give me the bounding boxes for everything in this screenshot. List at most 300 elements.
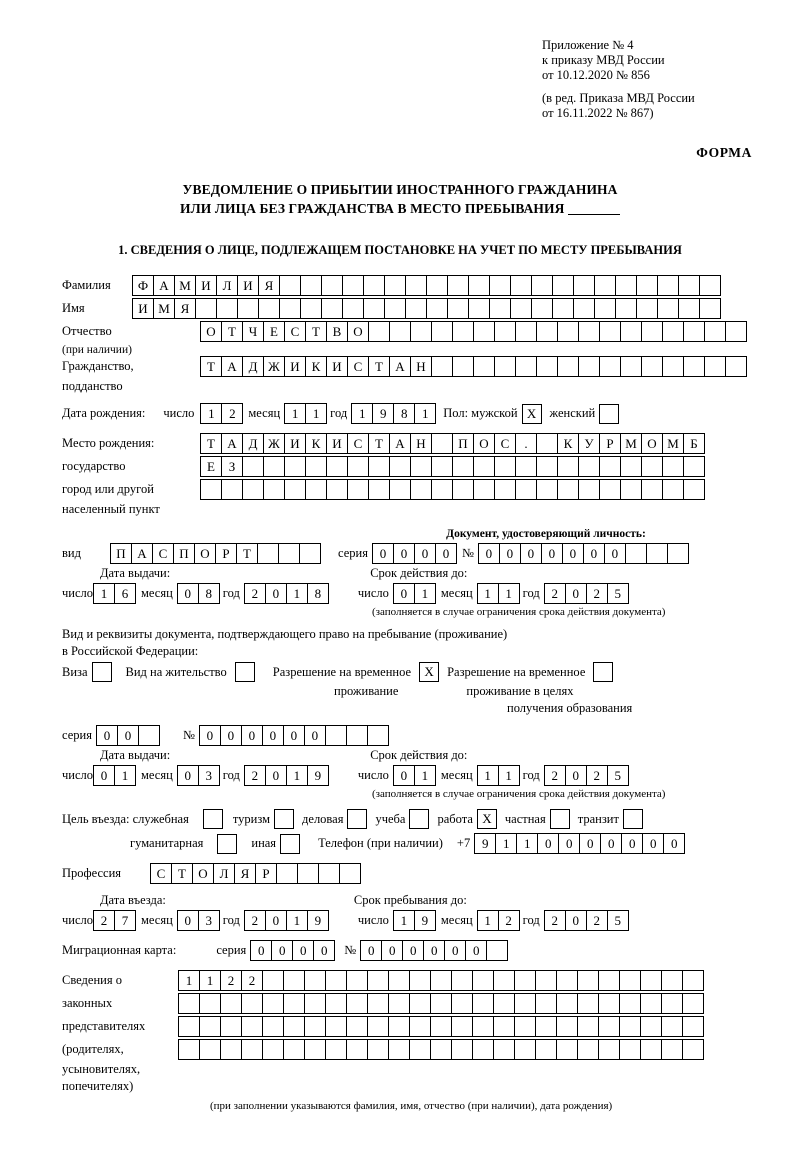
char-box[interactable]	[598, 970, 620, 991]
char-box[interactable]	[451, 970, 473, 991]
char-box[interactable]	[641, 456, 663, 477]
char-box[interactable]: 0	[271, 940, 293, 961]
char-box[interactable]: И	[284, 433, 306, 454]
char-box[interactable]	[489, 298, 511, 319]
char-box[interactable]	[486, 940, 508, 961]
char-box[interactable]: С	[284, 321, 306, 342]
purpose-tourism-checkbox[interactable]	[274, 809, 294, 829]
char-box[interactable]	[641, 356, 663, 377]
purpose-work-checkbox[interactable]: Х	[477, 809, 497, 829]
char-box[interactable]: А	[153, 275, 175, 296]
char-box[interactable]	[683, 321, 705, 342]
char-box[interactable]	[447, 275, 469, 296]
char-box[interactable]	[363, 298, 385, 319]
legal-rep-row-3[interactable]	[178, 1016, 703, 1037]
char-box[interactable]: Е	[263, 321, 285, 342]
char-box[interactable]	[531, 298, 553, 319]
char-box[interactable]	[514, 1039, 536, 1060]
char-box[interactable]	[242, 479, 264, 500]
char-box[interactable]: 9	[307, 765, 329, 786]
char-box[interactable]	[556, 993, 578, 1014]
char-box[interactable]	[678, 298, 700, 319]
char-box[interactable]	[578, 356, 600, 377]
char-box[interactable]: 0	[360, 940, 382, 961]
char-box[interactable]: О	[641, 433, 663, 454]
char-box[interactable]	[220, 993, 242, 1014]
purpose-other-checkbox[interactable]	[280, 834, 300, 854]
char-box[interactable]	[625, 543, 647, 564]
char-box[interactable]: 2	[244, 910, 266, 931]
char-box[interactable]: 2	[220, 970, 242, 991]
char-box[interactable]	[426, 298, 448, 319]
char-box[interactable]: Т	[305, 321, 327, 342]
char-box[interactable]: 0	[177, 910, 199, 931]
char-box[interactable]	[300, 275, 322, 296]
char-box[interactable]: А	[389, 433, 411, 454]
char-box[interactable]	[299, 543, 321, 564]
char-box[interactable]	[472, 1016, 494, 1037]
birth-year-input[interactable]	[351, 403, 435, 424]
char-box[interactable]: А	[221, 356, 243, 377]
char-box[interactable]	[619, 993, 641, 1014]
char-box[interactable]: Е	[200, 456, 222, 477]
char-box[interactable]	[535, 1039, 557, 1060]
char-box[interactable]: 6	[114, 583, 136, 604]
char-box[interactable]	[472, 1039, 494, 1060]
char-box[interactable]: 0	[583, 543, 605, 564]
char-box[interactable]: Т	[200, 433, 222, 454]
char-box[interactable]: 0	[499, 543, 521, 564]
char-box[interactable]	[384, 275, 406, 296]
char-box[interactable]: Д	[242, 433, 264, 454]
char-box[interactable]: П	[110, 543, 132, 564]
char-box[interactable]: 2	[221, 403, 243, 424]
char-box[interactable]	[577, 970, 599, 991]
char-box[interactable]	[704, 356, 726, 377]
char-box[interactable]: 1	[178, 970, 200, 991]
birth-place-row-1[interactable]	[200, 433, 704, 454]
doc-issue-month-input[interactable]	[177, 583, 219, 604]
char-box[interactable]: А	[221, 433, 243, 454]
char-box[interactable]: 1	[477, 583, 499, 604]
char-box[interactable]	[514, 993, 536, 1014]
migration-number-input[interactable]	[360, 940, 507, 961]
char-box[interactable]	[283, 993, 305, 1014]
legal-rep-row-2[interactable]	[178, 993, 703, 1014]
char-box[interactable]	[389, 479, 411, 500]
char-box[interactable]: Р	[215, 543, 237, 564]
char-box[interactable]: К	[305, 433, 327, 454]
char-box[interactable]: 2	[244, 765, 266, 786]
char-box[interactable]	[577, 993, 599, 1014]
char-box[interactable]	[594, 275, 616, 296]
char-box[interactable]	[305, 479, 327, 500]
char-box[interactable]: 2	[586, 583, 608, 604]
char-box[interactable]	[556, 1039, 578, 1060]
char-box[interactable]	[409, 970, 431, 991]
migration-series-input[interactable]	[250, 940, 334, 961]
char-box[interactable]: 9	[372, 403, 394, 424]
char-box[interactable]	[636, 275, 658, 296]
char-box[interactable]	[305, 456, 327, 477]
char-box[interactable]	[430, 970, 452, 991]
residence-checkbox[interactable]	[235, 662, 255, 682]
char-box[interactable]: 0	[241, 725, 263, 746]
char-box[interactable]: Т	[368, 356, 390, 377]
char-box[interactable]	[620, 479, 642, 500]
char-box[interactable]: 1	[498, 583, 520, 604]
char-box[interactable]: 0	[262, 725, 284, 746]
birth-place-row-3[interactable]	[200, 479, 704, 500]
char-box[interactable]	[657, 275, 679, 296]
char-box[interactable]: 1	[414, 403, 436, 424]
char-box[interactable]	[452, 356, 474, 377]
purpose-business-checkbox[interactable]	[347, 809, 367, 829]
char-box[interactable]	[636, 298, 658, 319]
char-box[interactable]	[683, 479, 705, 500]
char-box[interactable]	[514, 970, 536, 991]
char-box[interactable]: 1	[495, 833, 517, 854]
char-box[interactable]	[367, 1016, 389, 1037]
char-box[interactable]	[410, 479, 432, 500]
char-box[interactable]	[557, 456, 579, 477]
char-box[interactable]	[346, 970, 368, 991]
char-box[interactable]	[577, 1039, 599, 1060]
char-box[interactable]	[577, 1016, 599, 1037]
char-box[interactable]: М	[174, 275, 196, 296]
char-box[interactable]	[452, 456, 474, 477]
char-box[interactable]	[619, 970, 641, 991]
char-box[interactable]	[472, 970, 494, 991]
char-box[interactable]: К	[305, 356, 327, 377]
char-box[interactable]: 2	[498, 910, 520, 931]
char-box[interactable]: 0	[265, 583, 287, 604]
char-box[interactable]: 5	[607, 910, 629, 931]
char-box[interactable]	[493, 1039, 515, 1060]
char-box[interactable]	[452, 321, 474, 342]
char-box[interactable]	[667, 543, 689, 564]
char-box[interactable]: И	[237, 275, 259, 296]
char-box[interactable]	[451, 1039, 473, 1060]
char-box[interactable]	[662, 356, 684, 377]
char-box[interactable]: 0	[663, 833, 685, 854]
char-box[interactable]	[304, 993, 326, 1014]
char-box[interactable]: С	[347, 433, 369, 454]
char-box[interactable]: З	[221, 456, 243, 477]
char-box[interactable]: М	[620, 433, 642, 454]
permit-series-input[interactable]	[96, 725, 159, 746]
char-box[interactable]: 9	[414, 910, 436, 931]
purpose-service-checkbox[interactable]	[203, 809, 223, 829]
char-box[interactable]	[489, 275, 511, 296]
char-box[interactable]: 1	[498, 765, 520, 786]
permit-valid-day-input[interactable]	[393, 765, 435, 786]
char-box[interactable]	[531, 275, 553, 296]
char-box[interactable]	[297, 863, 319, 884]
char-box[interactable]: 0	[537, 833, 559, 854]
char-box[interactable]: 0	[117, 725, 139, 746]
char-box[interactable]	[304, 1016, 326, 1037]
char-box[interactable]: 2	[241, 970, 263, 991]
char-box[interactable]: 1	[477, 910, 499, 931]
char-box[interactable]	[615, 275, 637, 296]
char-box[interactable]: 0	[444, 940, 466, 961]
purpose-transit-checkbox[interactable]	[623, 809, 643, 829]
char-box[interactable]	[573, 298, 595, 319]
char-box[interactable]: 0	[562, 543, 584, 564]
char-box[interactable]: 9	[474, 833, 496, 854]
char-box[interactable]: 1	[200, 403, 222, 424]
char-box[interactable]: И	[132, 298, 154, 319]
char-box[interactable]	[699, 275, 721, 296]
char-box[interactable]	[620, 321, 642, 342]
char-box[interactable]: 0	[304, 725, 326, 746]
char-box[interactable]	[199, 993, 221, 1014]
char-box[interactable]	[368, 321, 390, 342]
char-box[interactable]: 8	[198, 583, 220, 604]
char-box[interactable]: Я	[174, 298, 196, 319]
char-box[interactable]	[473, 479, 495, 500]
char-box[interactable]: 0	[265, 910, 287, 931]
char-box[interactable]	[388, 1039, 410, 1060]
char-box[interactable]	[494, 356, 516, 377]
char-box[interactable]	[325, 1039, 347, 1060]
char-box[interactable]	[220, 1039, 242, 1060]
doc-valid-month-input[interactable]	[477, 583, 519, 604]
entry-day-input[interactable]	[93, 910, 135, 931]
char-box[interactable]: 1	[393, 910, 415, 931]
char-box[interactable]	[515, 356, 537, 377]
char-box[interactable]: О	[192, 863, 214, 884]
char-box[interactable]	[363, 275, 385, 296]
char-box[interactable]	[409, 1039, 431, 1060]
char-box[interactable]: 0	[414, 543, 436, 564]
char-box[interactable]	[661, 993, 683, 1014]
char-box[interactable]	[494, 479, 516, 500]
purpose-study-checkbox[interactable]	[409, 809, 429, 829]
char-box[interactable]	[321, 275, 343, 296]
char-box[interactable]	[725, 321, 747, 342]
char-box[interactable]: 0	[520, 543, 542, 564]
char-box[interactable]	[426, 275, 448, 296]
char-box[interactable]	[578, 321, 600, 342]
char-box[interactable]: 2	[586, 765, 608, 786]
char-box[interactable]	[599, 479, 621, 500]
char-box[interactable]: 0	[642, 833, 664, 854]
char-box[interactable]	[430, 1039, 452, 1060]
char-box[interactable]: 0	[199, 725, 221, 746]
char-box[interactable]	[578, 479, 600, 500]
char-box[interactable]: Т	[171, 863, 193, 884]
char-box[interactable]: С	[150, 863, 172, 884]
char-box[interactable]: 5	[607, 583, 629, 604]
char-box[interactable]: Р	[599, 433, 621, 454]
char-box[interactable]: Я	[258, 275, 280, 296]
char-box[interactable]: 0	[250, 940, 272, 961]
char-box[interactable]	[620, 456, 642, 477]
char-box[interactable]: Ж	[263, 433, 285, 454]
char-box[interactable]: 0	[265, 765, 287, 786]
char-box[interactable]	[388, 970, 410, 991]
char-box[interactable]	[283, 1039, 305, 1060]
char-box[interactable]: Т	[236, 543, 258, 564]
char-box[interactable]	[468, 275, 490, 296]
char-box[interactable]	[278, 543, 300, 564]
char-box[interactable]	[405, 275, 427, 296]
char-box[interactable]: 7	[114, 910, 136, 931]
char-box[interactable]	[241, 1016, 263, 1037]
char-box[interactable]	[368, 456, 390, 477]
char-box[interactable]	[536, 433, 558, 454]
char-box[interactable]	[514, 1016, 536, 1037]
char-box[interactable]: 3	[198, 765, 220, 786]
char-box[interactable]: 1	[477, 765, 499, 786]
doc-valid-day-input[interactable]	[393, 583, 435, 604]
char-box[interactable]: 0	[478, 543, 500, 564]
char-box[interactable]	[451, 1016, 473, 1037]
stay-day-input[interactable]	[393, 910, 435, 931]
char-box[interactable]	[388, 1016, 410, 1037]
char-box[interactable]	[325, 1016, 347, 1037]
char-box[interactable]: О	[347, 321, 369, 342]
char-box[interactable]	[304, 970, 326, 991]
char-box[interactable]: 1	[114, 765, 136, 786]
char-box[interactable]	[573, 275, 595, 296]
char-box[interactable]: 0	[220, 725, 242, 746]
char-box[interactable]	[262, 1039, 284, 1060]
char-box[interactable]	[535, 993, 557, 1014]
doc-kind-input[interactable]	[110, 543, 320, 564]
char-box[interactable]	[578, 456, 600, 477]
char-box[interactable]	[216, 298, 238, 319]
char-box[interactable]: Т	[221, 321, 243, 342]
char-box[interactable]: 0	[465, 940, 487, 961]
char-box[interactable]: 2	[244, 583, 266, 604]
char-box[interactable]: И	[326, 356, 348, 377]
stay-year-input[interactable]	[544, 910, 628, 931]
char-box[interactable]	[389, 321, 411, 342]
char-box[interactable]	[431, 433, 453, 454]
char-box[interactable]: 0	[423, 940, 445, 961]
char-box[interactable]: 2	[544, 583, 566, 604]
char-box[interactable]	[641, 321, 663, 342]
char-box[interactable]	[619, 1039, 641, 1060]
char-box[interactable]	[661, 1039, 683, 1060]
char-box[interactable]: П	[173, 543, 195, 564]
char-box[interactable]: 0	[372, 543, 394, 564]
char-box[interactable]	[220, 1016, 242, 1037]
char-box[interactable]: 0	[381, 940, 403, 961]
char-box[interactable]: Р	[255, 863, 277, 884]
char-box[interactable]	[619, 1016, 641, 1037]
char-box[interactable]: Н	[410, 433, 432, 454]
entry-year-input[interactable]	[244, 910, 328, 931]
char-box[interactable]	[615, 298, 637, 319]
char-box[interactable]	[342, 275, 364, 296]
char-box[interactable]	[535, 970, 557, 991]
birth-month-input[interactable]	[284, 403, 326, 424]
char-box[interactable]	[262, 1016, 284, 1037]
char-box[interactable]: Ф	[132, 275, 154, 296]
char-box[interactable]	[594, 298, 616, 319]
char-box[interactable]: С	[152, 543, 174, 564]
char-box[interactable]: Ч	[242, 321, 264, 342]
temp-residence-checkbox[interactable]: Х	[419, 662, 439, 682]
char-box[interactable]	[300, 298, 322, 319]
char-box[interactable]: А	[389, 356, 411, 377]
char-box[interactable]: Ж	[263, 356, 285, 377]
char-box[interactable]	[682, 970, 704, 991]
char-box[interactable]	[473, 321, 495, 342]
doc-valid-year-input[interactable]	[544, 583, 628, 604]
char-box[interactable]	[346, 725, 368, 746]
char-box[interactable]	[178, 1039, 200, 1060]
char-box[interactable]: 0	[565, 583, 587, 604]
char-box[interactable]	[473, 456, 495, 477]
char-box[interactable]	[263, 479, 285, 500]
char-box[interactable]	[494, 456, 516, 477]
char-box[interactable]	[598, 1039, 620, 1060]
char-box[interactable]: Т	[368, 433, 390, 454]
char-box[interactable]: И	[284, 356, 306, 377]
char-box[interactable]	[431, 321, 453, 342]
char-box[interactable]	[640, 1039, 662, 1060]
char-box[interactable]	[447, 298, 469, 319]
char-box[interactable]: 1	[286, 910, 308, 931]
char-box[interactable]	[510, 275, 532, 296]
char-box[interactable]: 1	[414, 765, 436, 786]
char-box[interactable]: 1	[286, 765, 308, 786]
char-box[interactable]: В	[326, 321, 348, 342]
char-box[interactable]	[598, 993, 620, 1014]
char-box[interactable]	[535, 1016, 557, 1037]
char-box[interactable]	[410, 321, 432, 342]
char-box[interactable]: У	[578, 433, 600, 454]
char-box[interactable]	[199, 1016, 221, 1037]
char-box[interactable]	[318, 863, 340, 884]
char-box[interactable]	[699, 298, 721, 319]
char-box[interactable]: 0	[393, 765, 415, 786]
char-box[interactable]	[367, 993, 389, 1014]
surname-input[interactable]	[132, 275, 720, 296]
char-box[interactable]	[178, 1016, 200, 1037]
char-box[interactable]	[599, 356, 621, 377]
char-box[interactable]	[473, 356, 495, 377]
char-box[interactable]	[367, 970, 389, 991]
char-box[interactable]: Л	[213, 863, 235, 884]
char-box[interactable]	[410, 456, 432, 477]
char-box[interactable]: Б	[683, 433, 705, 454]
char-box[interactable]: 0	[283, 725, 305, 746]
char-box[interactable]: 0	[177, 765, 199, 786]
char-box[interactable]	[557, 321, 579, 342]
edu-residence-checkbox[interactable]	[593, 662, 613, 682]
char-box[interactable]	[367, 1039, 389, 1060]
phone-input[interactable]	[474, 833, 684, 854]
char-box[interactable]	[325, 725, 347, 746]
char-box[interactable]	[367, 725, 389, 746]
char-box[interactable]: 1	[93, 583, 115, 604]
char-box[interactable]	[321, 298, 343, 319]
char-box[interactable]	[409, 993, 431, 1014]
char-box[interactable]	[257, 543, 279, 564]
char-box[interactable]: П	[452, 433, 474, 454]
char-box[interactable]: 1	[286, 583, 308, 604]
char-box[interactable]	[339, 863, 361, 884]
char-box[interactable]	[263, 456, 285, 477]
char-box[interactable]: А	[131, 543, 153, 564]
char-box[interactable]	[384, 298, 406, 319]
